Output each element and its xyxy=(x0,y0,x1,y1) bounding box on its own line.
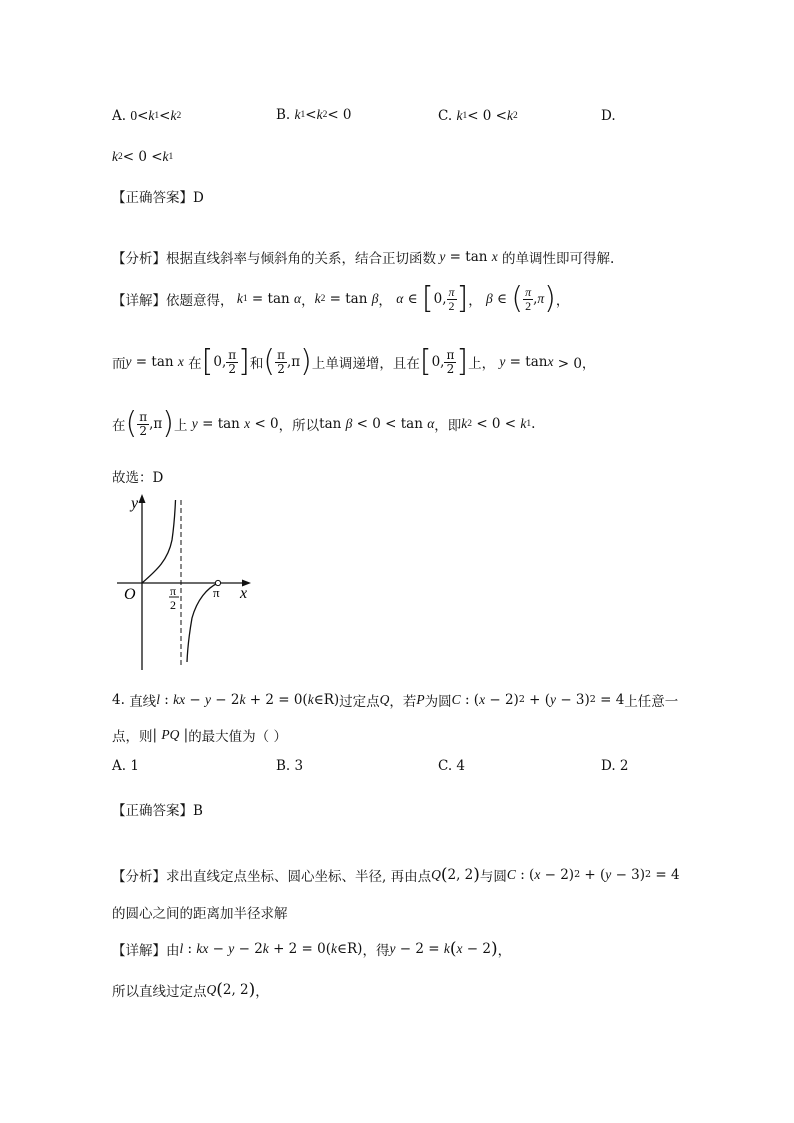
q4-stem-line2: 点，则 | PQ | 的最大值为（ ） xyxy=(112,727,287,745)
option-b: B. k 1 < k 2 < 0 xyxy=(276,107,352,123)
option-d: k 2 < 0 < k 1 xyxy=(112,149,174,165)
q3-answer: 【正确答案】D xyxy=(112,190,204,206)
tan-branch-left xyxy=(142,500,176,583)
q4-option-a: A. 1 xyxy=(112,758,139,774)
q4-analysis-line1: 【分析】 求出直线定点坐标、圆心坐标、半径, 再由点 Q ( 2, 2 ) 与圆 C : ( x − 2) 2 + ( y − 3) 2 = 4 xyxy=(112,865,680,885)
origin-label: O xyxy=(124,586,136,603)
pi-half-den: 2 xyxy=(170,598,176,612)
pi-half-num: π xyxy=(170,584,177,598)
y-axis-arrow xyxy=(139,494,146,503)
q4-detail-line1: 【详解】 由 l : kx − y − 2 k + 2 = 0( k ∈R) ，得 y − 2 = k ( x − 2 ) ， xyxy=(112,939,512,959)
pi-label: π xyxy=(213,585,220,600)
q3-detail-line2: 而 y = tan x 在 [ 0, $\frac{\pi}{2}$ ] 和 ( $\frac{\pi}{2}$ ,π ) 上单调递增，且在 [ 0, $\frac{\pi}{2}$ ] 上， y = tan x > 0， xyxy=(112,344,596,379)
q3-analysis: 【分析】 根据直线斜率与倾斜角的关系，结合正切函数 y = tan x 的单调性即可得解. xyxy=(112,249,615,267)
option-d-label: D. xyxy=(601,108,616,124)
tan-graph xyxy=(112,490,262,675)
q4-option-b: B. 3 xyxy=(276,758,304,774)
q3-detail-line1: 【详解】 依题意得， k 1 = tan α ， k 2 = tan β ， α ∈ [ 0, $\frac{\pi}{2}$ ] ， β ∈ ( $\frac{\pi}{2}$ , π ) ， xyxy=(112,281,570,316)
q4-analysis-line2: 的圆心之间的距离加半径求解 xyxy=(112,906,288,922)
q3-detail-line3: 在 ( $\frac{\pi}{2}$ ,π ) 上 y = tan x < 0 ，所以 tan β < 0 < tan α ，即 k 2 < 0 < k 1 . xyxy=(112,406,536,441)
x-axis-label: x xyxy=(240,585,248,602)
q3-conclusion: 故选：D xyxy=(112,470,164,486)
option-c: C. k 1 < 0 < k 2 xyxy=(438,108,518,124)
q4-option-c: C. 4 xyxy=(438,758,466,774)
q4-stem-line1: 4. 直线 l : kx − y − 2 k + 2 = 0( k ∈R) 过定点 Q ，若 P 为圆 C : ( x − 2) 2 + ( y − 3) 2 = 4 上任意一 xyxy=(112,692,679,710)
y-axis-label: y xyxy=(131,495,139,512)
option-a: A. 0 < k 1 < k 2 xyxy=(112,108,182,124)
q4-final-line: 所以直线过定点 Q ( 2, 2 ) ， xyxy=(112,980,269,1000)
q4-option-d: D. 2 xyxy=(601,758,629,774)
q4-answer: 【正确答案】B xyxy=(112,803,203,819)
